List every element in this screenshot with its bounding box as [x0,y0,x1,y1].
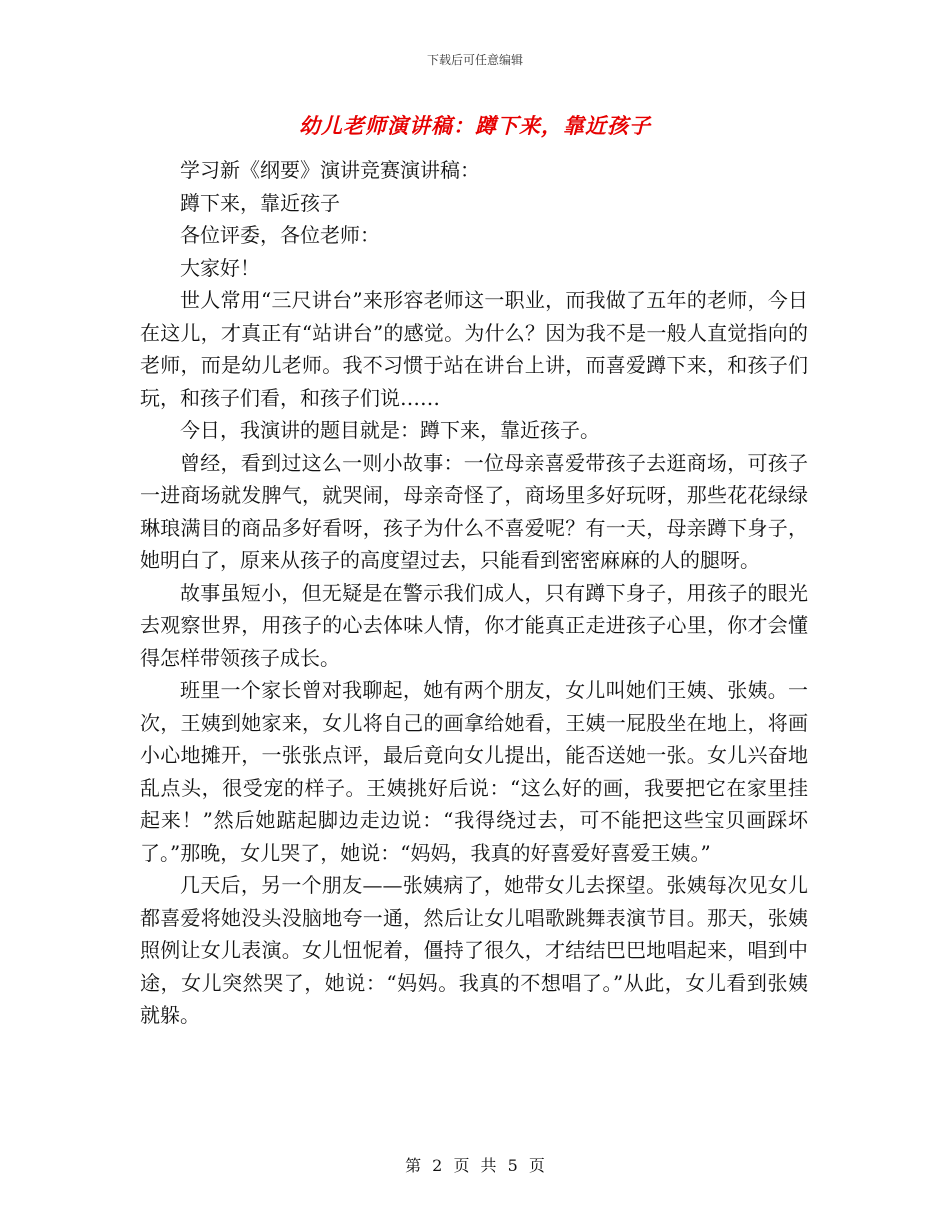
document-body [140,154,808,1032]
document-title: 幼儿老师演讲稿：蹲下来，靠近孩子 [299,114,651,138]
header-note: 下载后可任意编辑 [426,53,523,67]
paragraph: 大家好！ [180,255,260,280]
paragraph: 曾经，看到过这么一则小故事：一位母亲喜爱带孩子去逛商场，可孩子一进商场就发脾气，就哭闹，母亲奇怪了，商场里多好玩呀，那些花花绿绿琳琅满目的商品多好看呀，孩子为什么不喜爱呢？有一天，母亲蹲下身子，她明白了，原来从孩子的高度望过去，只能看到密密麻麻的人的腿呀。 [140,450,808,572]
paragraph: 各位评委，各位老师： [180,223,380,247]
paragraph: 班里一个家长曾对我聊起，她有两个朋友，女儿叫她们王姨、张姨。一次，王姨到她家来，女儿将自己的画拿给她看，王姨一屁股坐在地上，将画小心地摊开，一张张点评，最后竟向女儿提出，能否送她一张。女儿兴奋地乱点头，很受宠的样子。王姨挑好后说：“这么好的画，我要把它在家里挂起来！”然后她踮起脚边走边说：“我得绕过去，可不能把这些宝贝画踩坏了。”那晚，女儿哭了，她说：“妈妈，我真的好喜爱好喜爱王姨。” [140,678,808,865]
paragraph: 故事虽短小，但无疑是在警示我们成人，只有蹲下身子，用孩子的眼光去观察世界，用孩子的心去体味人情，你才能真正走进孩子心里，你才会懂得怎样带领孩子成长。 [140,580,808,670]
paragraph: 今日，我演讲的题目就是：蹲下来，靠近孩子。 [180,418,600,442]
page-indicator: 第 2 页 共 5 页 [405,1156,545,1175]
paragraph: 几天后，另一个朋友——张姨病了，她带女儿去探望。张姨每次见女儿都喜爱将她没头没脑地夸一通，然后让女儿唱歌跳舞表演节目。那天，张姨照例让女儿表演。女儿忸怩着，僵持了很久，才结结巴巴地唱起来，唱到中途，女儿突然哭了，她说：“妈妈。我真的不想唱了。”从此，女儿看到张姨就躲。 [140,873,808,1027]
paragraph: 世人常用“三尺讲台”来形容老师这一职业，而我做了五年的老师，今日在这儿，才真正有“站讲台”的感觉。为什么？因为我不是一般人直觉指向的老师，而是幼儿老师。我不习惯于站在讲台上讲，而喜爱蹲下来，和孩子们玩，和孩子们看，和孩子们说…… [140,288,808,410]
paragraph: 学习新《纲要》演讲竞赛演讲稿： [180,158,480,182]
paragraph: 蹲下来，靠近孩子 [180,190,340,215]
